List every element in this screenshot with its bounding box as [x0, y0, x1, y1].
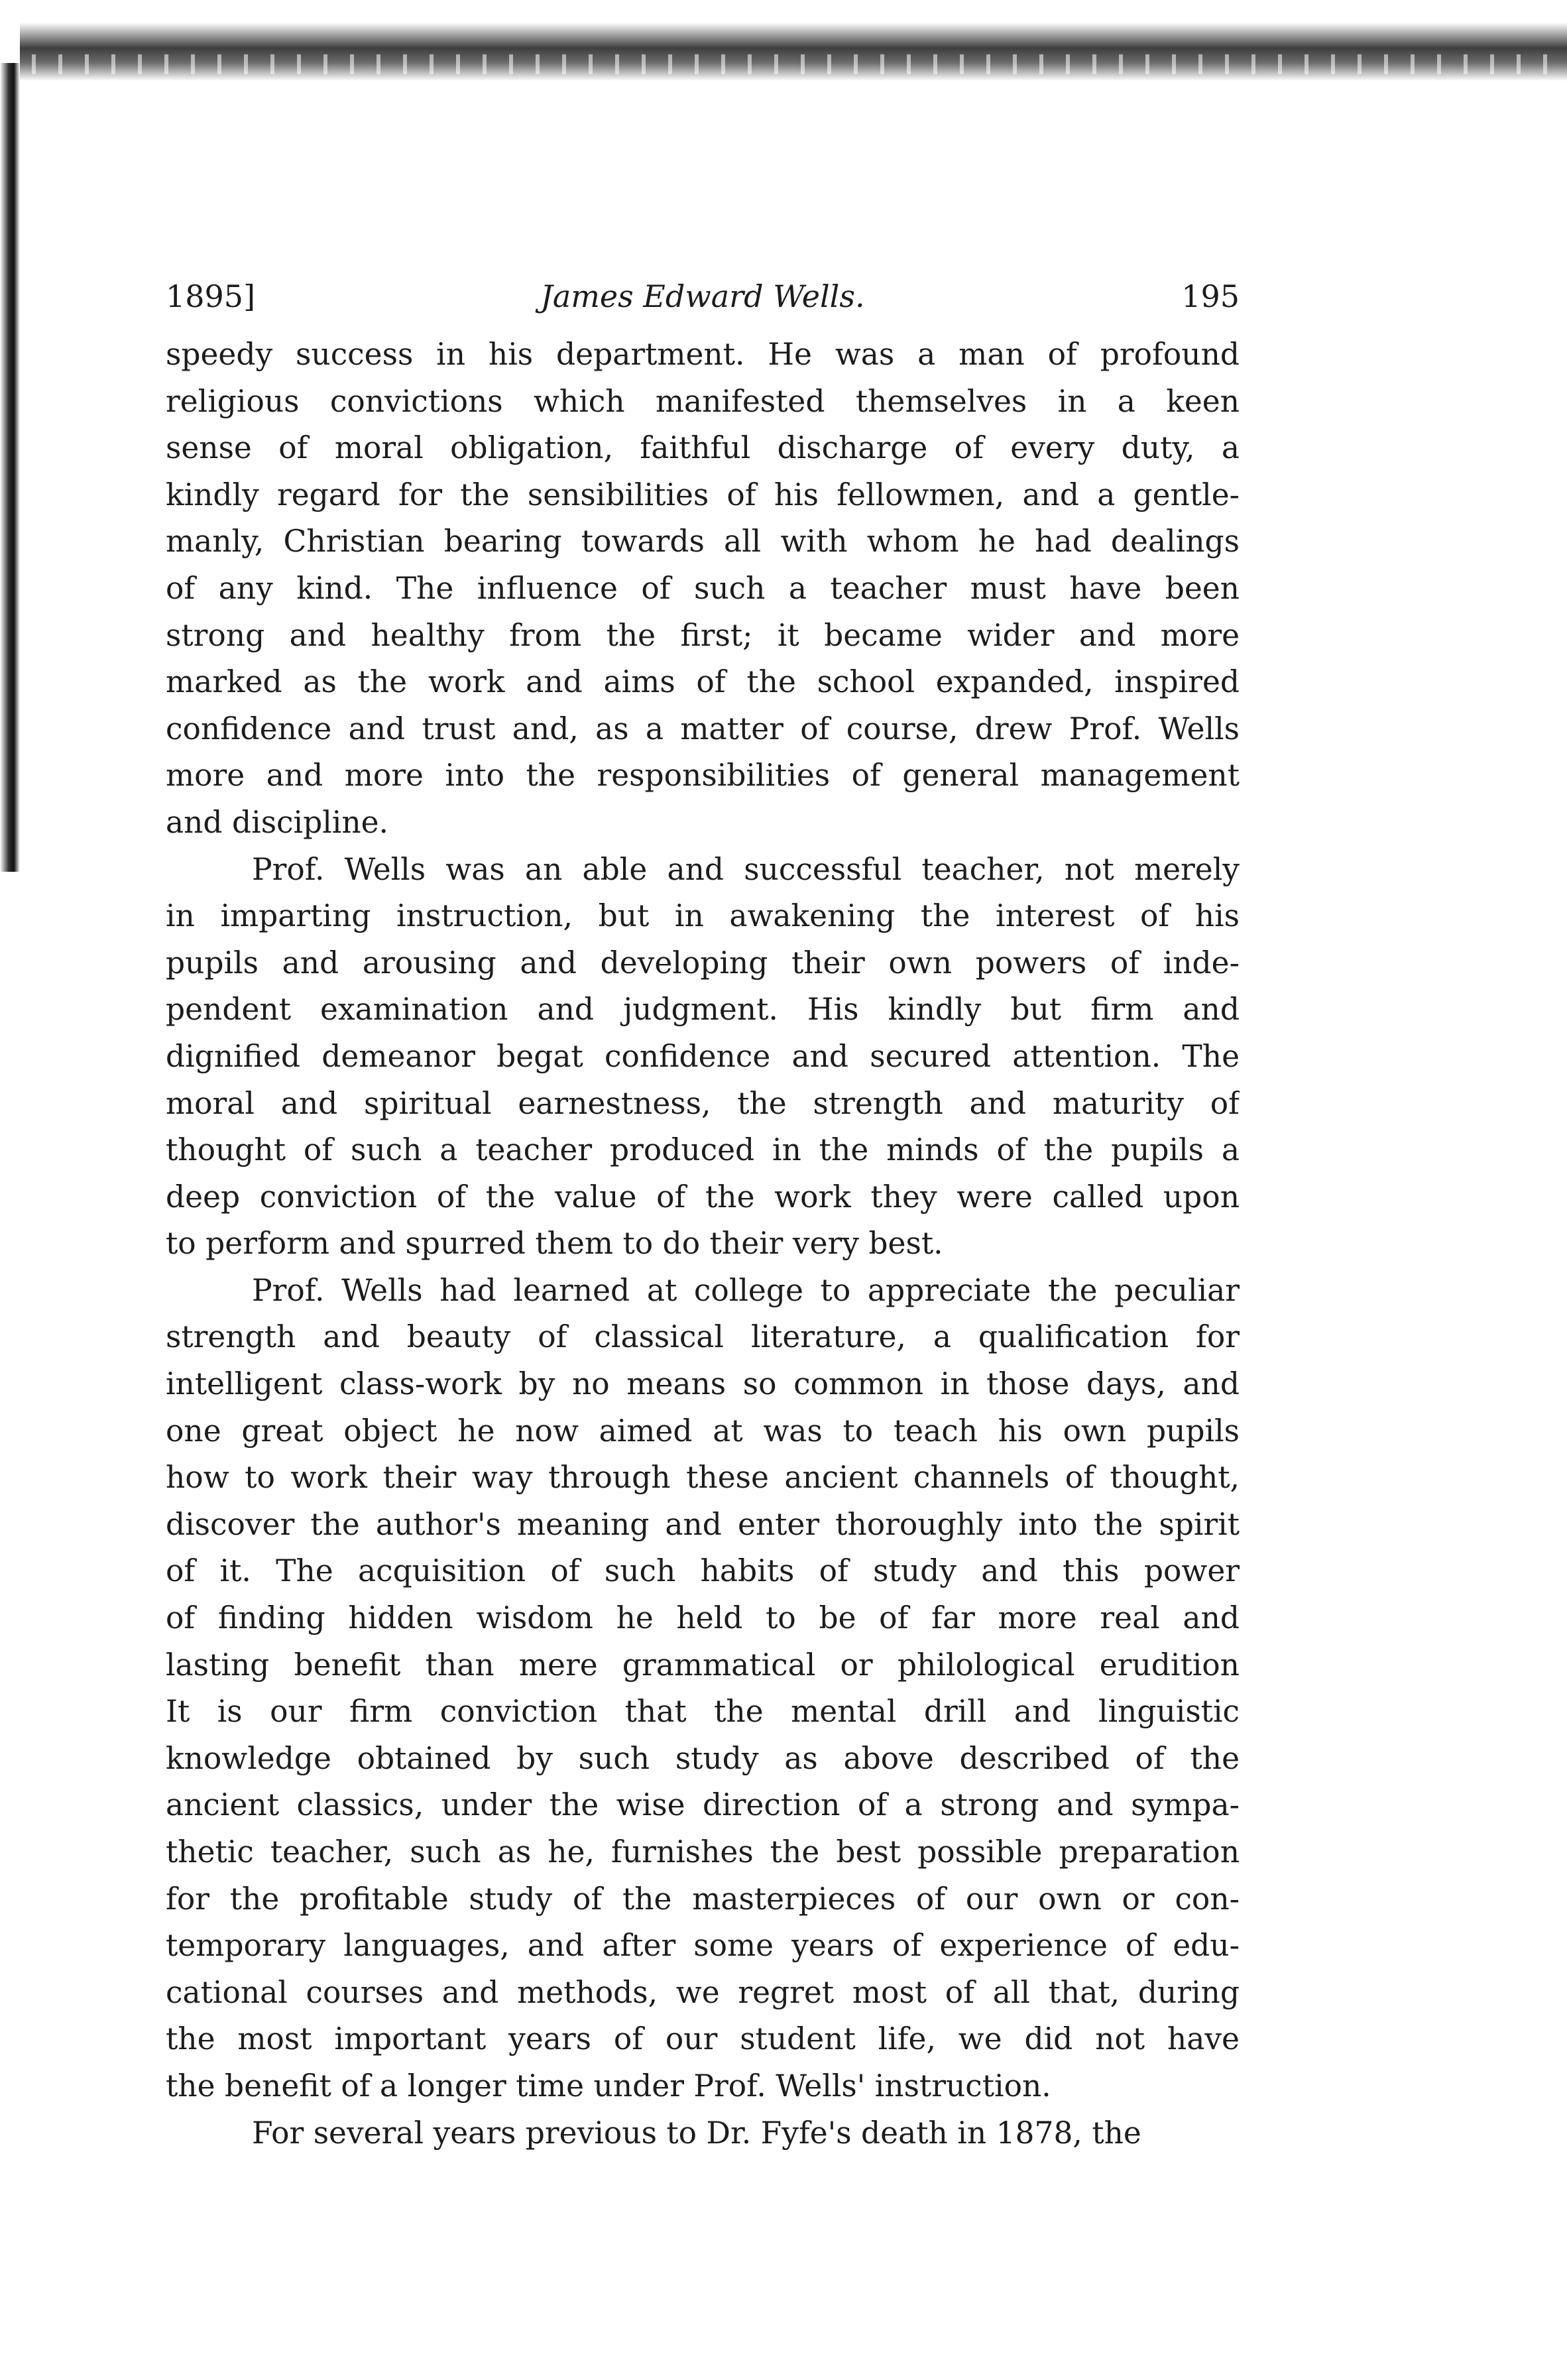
paragraph	[166, 331, 1240, 847]
text-line: intelligent class-work by no means so common in those days, and	[166, 1366, 1240, 1402]
paragraph	[166, 847, 1240, 1268]
text-line: knowledge obtained by such study as above described of the	[166, 1740, 1240, 1776]
text-line: Prof. Wells was an able and successful teacher, not merely	[252, 851, 1240, 887]
paragraph	[166, 1268, 1240, 2110]
text-line: in imparting instruction, but in awakening the interest of his	[166, 898, 1240, 934]
text-line: confidence and trust and, as a matter of course, drew Prof. Wells	[166, 711, 1240, 746]
page-number: 195	[1181, 278, 1240, 314]
book-page	[166, 278, 1240, 2157]
text-line: Prof. Wells had learned at college to appreciate the peculiar	[252, 1272, 1240, 1308]
text-line: sense of moral obligation, faithful discharge of every duty, a	[166, 430, 1240, 466]
text-line: the benefit of a longer time under Prof. Wells' instruction.	[166, 2068, 1051, 2104]
running-header	[166, 278, 1240, 331]
body-text	[166, 331, 1240, 2157]
scan-shadow-left	[0, 63, 20, 872]
text-line: It is our firm conviction that the mental drill and linguistic	[166, 1694, 1240, 1730]
text-line: pupils and arousing and developing their own powers of inde-	[166, 945, 1240, 981]
text-line: cational courses and methods, we regret most of all that, during	[166, 1974, 1240, 2010]
text-line: manly, Christian bearing towards all with whom he had dealings	[166, 524, 1240, 560]
text-line: For several years previous to Dr. Fyfe's death in 1878, the	[252, 2115, 1141, 2151]
text-line: thought of such a teacher produced in the minds of the pupils a	[166, 1132, 1240, 1168]
header-title: James Edward Wells.	[540, 278, 865, 314]
text-line: and discipline.	[166, 804, 389, 840]
text-line: thetic teacher, such as he, furnishes the best possible preparation	[166, 1834, 1240, 1870]
text-line: speedy success in his department. He was a man of profound	[166, 337, 1240, 372]
text-line: the most important years of our student life, we did not have	[166, 2021, 1240, 2057]
text-line: for the profitable study of the masterpieces of our own or con-	[166, 1881, 1240, 1917]
text-line: dignified demeanor begat confidence and secured attention. The	[166, 1038, 1240, 1074]
text-line: moral and spiritual earnestness, the strength and maturity of	[166, 1085, 1240, 1121]
text-line: deep conviction of the value of the work they were called upon	[166, 1179, 1240, 1215]
text-line: ancient classics, under the wise direction of a strong and sympa-	[166, 1787, 1240, 1823]
paragraph	[166, 2110, 1240, 2157]
text-line: religious convictions which manifested themselves in a keen	[166, 383, 1240, 419]
text-line: to perform and spurred them to do their very best.	[166, 1226, 943, 1262]
text-line: strength and beauty of classical literature, a qualification for	[166, 1319, 1240, 1355]
text-line: of finding hidden wisdom he held to be of far more real and	[166, 1600, 1240, 1636]
text-line: of any kind. The influence of such a teacher must have been	[166, 570, 1240, 606]
text-line: strong and healthy from the first; it became wider and more	[166, 617, 1240, 653]
text-line: marked as the work and aims of the school expanded, inspired	[166, 664, 1240, 700]
text-line: one great object he now aimed at was to teach his own pupils	[166, 1413, 1240, 1449]
text-line: of it. The acquisition of such habits of study and this power	[166, 1553, 1240, 1589]
text-line: more and more into the responsibilities of general management	[166, 758, 1240, 794]
text-line: kindly regard for the sensibilities of his fellowmen, and a gentle-	[166, 477, 1240, 512]
text-line: lasting benefit than mere grammatical or philological erudition	[166, 1647, 1240, 1683]
scan-shadow-top	[20, 8, 1567, 81]
header-year: 1895]	[166, 278, 256, 314]
text-line: how to work their way through these ancient channels of thought,	[166, 1460, 1240, 1496]
text-line: discover the author's meaning and enter thoroughly into the spirit	[166, 1506, 1240, 1542]
text-line: pendent examination and judgment. His kindly but firm and	[166, 992, 1240, 1028]
text-line: temporary languages, and after some years of experience of edu-	[166, 1928, 1240, 1964]
